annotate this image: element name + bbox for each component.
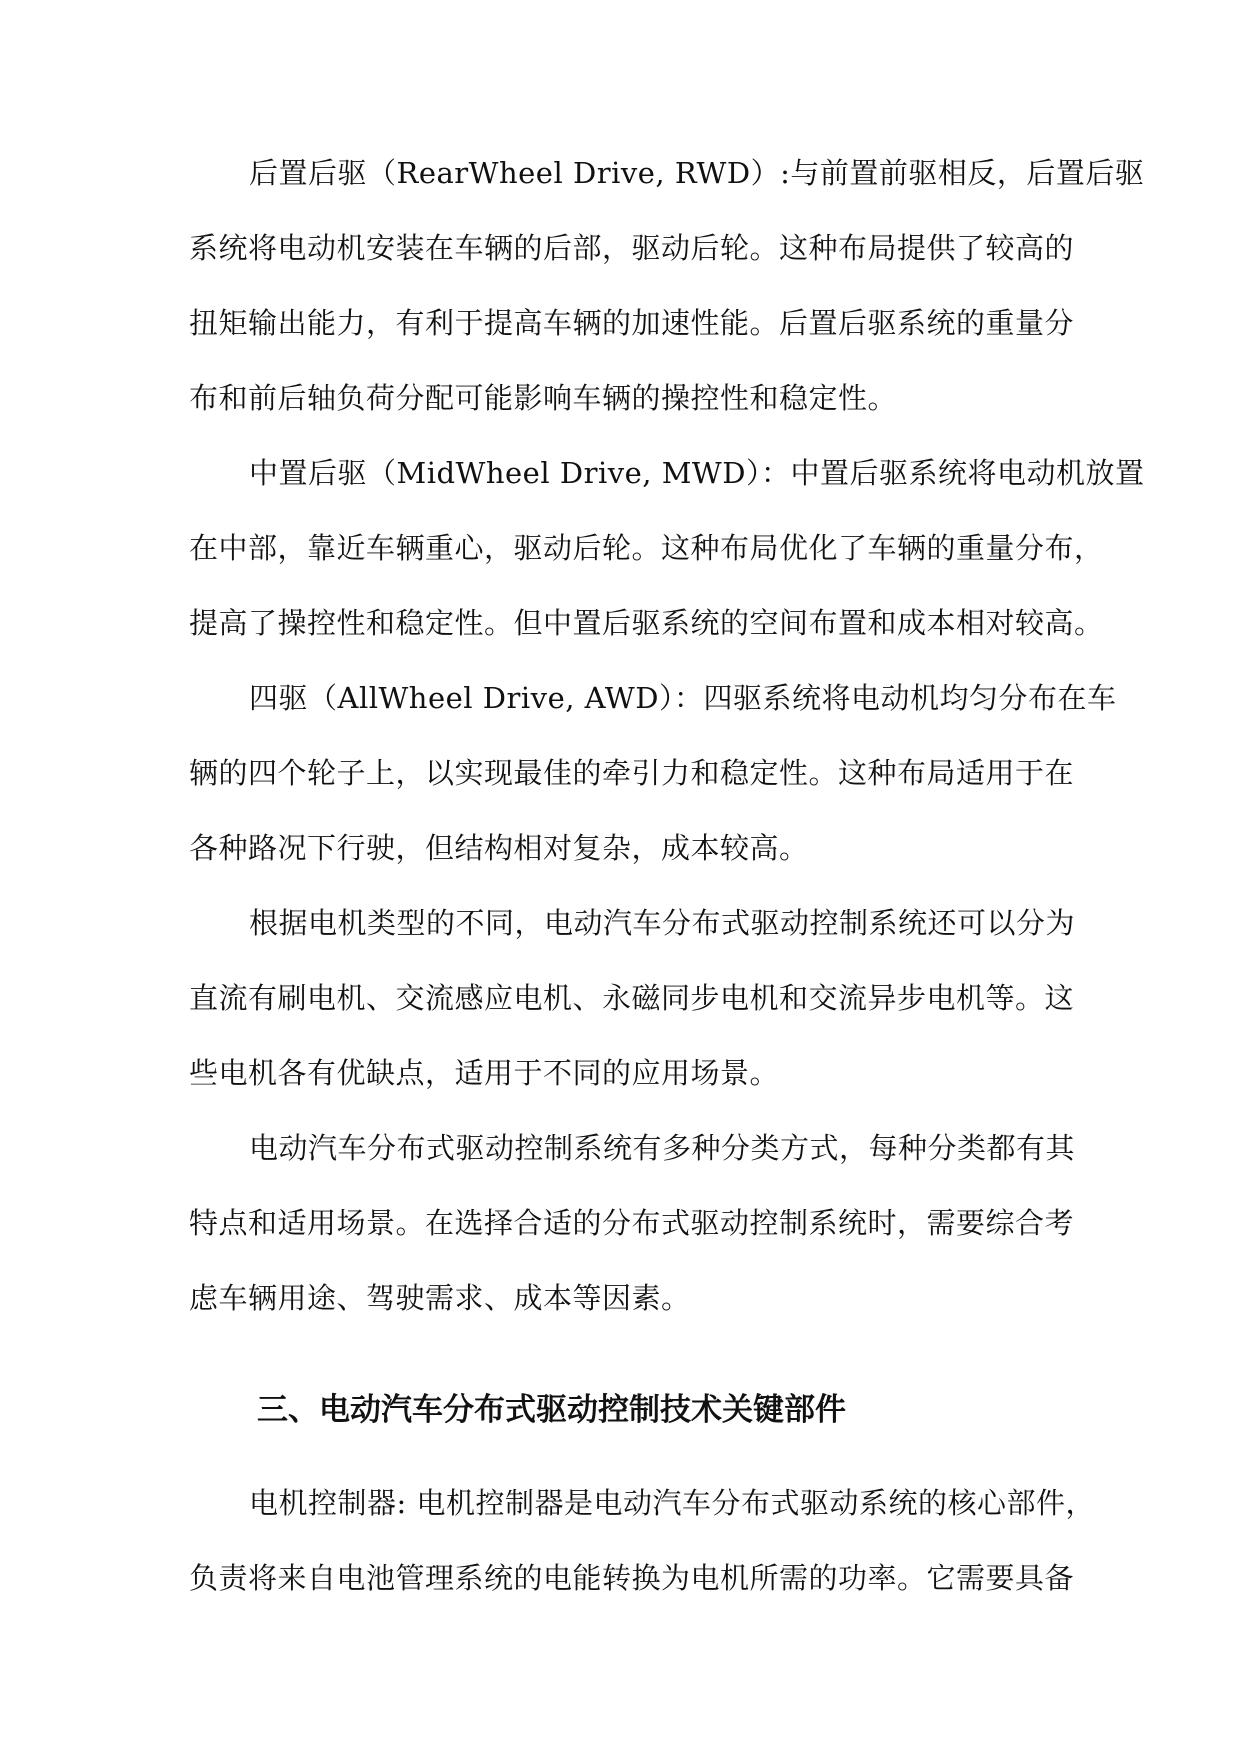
text-line: [0, 1465, 1241, 1541]
text-line-content: 些电机各有优缺点，适用于不同的应用场景。: [189, 1056, 780, 1090]
text-line: [0, 585, 1241, 661]
text-line-content: 四驱（AllWheel Drive, AWD）：四驱系统将电动机均匀分布在车: [249, 681, 1117, 715]
text-line: [0, 210, 1241, 286]
text-line-content: 扭矩输出能力，有利于提高车辆的加速性能。后置后驱系统的重量分: [189, 306, 1075, 340]
text-line: [0, 1540, 1241, 1616]
text-line-content: 根据电机类型的不同，电动汽车分布式驱动控制系统还可以分为: [249, 906, 1076, 940]
text-line: [0, 1185, 1241, 1261]
text-line-content: 布和前后轴负荷分配可能影响车辆的操控性和稳定性。: [189, 381, 898, 415]
text-line-content: 负责将来自电池管理系统的电能转换为电机所需的功率。它需要具备: [189, 1561, 1075, 1595]
text-line: [0, 285, 1241, 361]
text-line-content: 后置后驱（RearWheel Drive, RWD）:与前置前驱相反，后置后驱: [249, 156, 1145, 190]
text-line-content: 电动汽车分布式驱动控制系统有多种分类方式，每种分类都有其: [249, 1131, 1076, 1165]
text-line-content: 特点和适用场景。在选择合适的分布式驱动控制系统时，需要综合考: [189, 1206, 1075, 1240]
text-line-content: 中置后驱（MidWheel Drive, MWD）：中置后驱系统将电动机放置: [249, 456, 1145, 490]
text-line: [0, 660, 1241, 736]
text-line-content: 直流有刷电机、交流感应电机、永磁同步电机和交流异步电机等。这: [189, 981, 1075, 1015]
text-line: [0, 510, 1241, 586]
text-line-content: 系统将电动机安装在车辆的后部，驱动后轮。这种布局提供了较高的: [189, 231, 1075, 265]
text-line: [0, 1035, 1241, 1111]
text-line: [0, 1110, 1241, 1186]
text-line: [0, 360, 1241, 436]
text-line: [0, 135, 1241, 211]
text-line: [0, 960, 1241, 1036]
text-line-content: 虑车辆用途、驾驶需求、成本等因素。: [189, 1281, 691, 1315]
text-line: [0, 885, 1241, 961]
text-line-content: 各种路况下行驶，但结构相对复杂，成本较高。: [189, 831, 809, 865]
section-heading: 三、电动汽车分布式驱动控制技术关键部件: [257, 1392, 846, 1428]
text-line-content: 辆的四个轮子上，以实现最佳的牵引力和稳定性。这种布局适用于在: [189, 756, 1075, 790]
text-line-content: 提高了操控性和稳定性。但中置后驱系统的空间布置和成本相对较高。: [189, 606, 1104, 640]
text-line-content: 电机控制器: 电机控制器是电动汽车分布式驱动系统的核心部件，: [249, 1486, 1095, 1520]
text-line: [0, 810, 1241, 886]
text-line: [0, 1260, 1241, 1336]
text-line-content: 在中部，靠近车辆重心，驱动后轮。这种布局优化了车辆的重量分布，: [189, 531, 1104, 565]
text-line: [0, 435, 1241, 511]
text-line: [0, 735, 1241, 811]
